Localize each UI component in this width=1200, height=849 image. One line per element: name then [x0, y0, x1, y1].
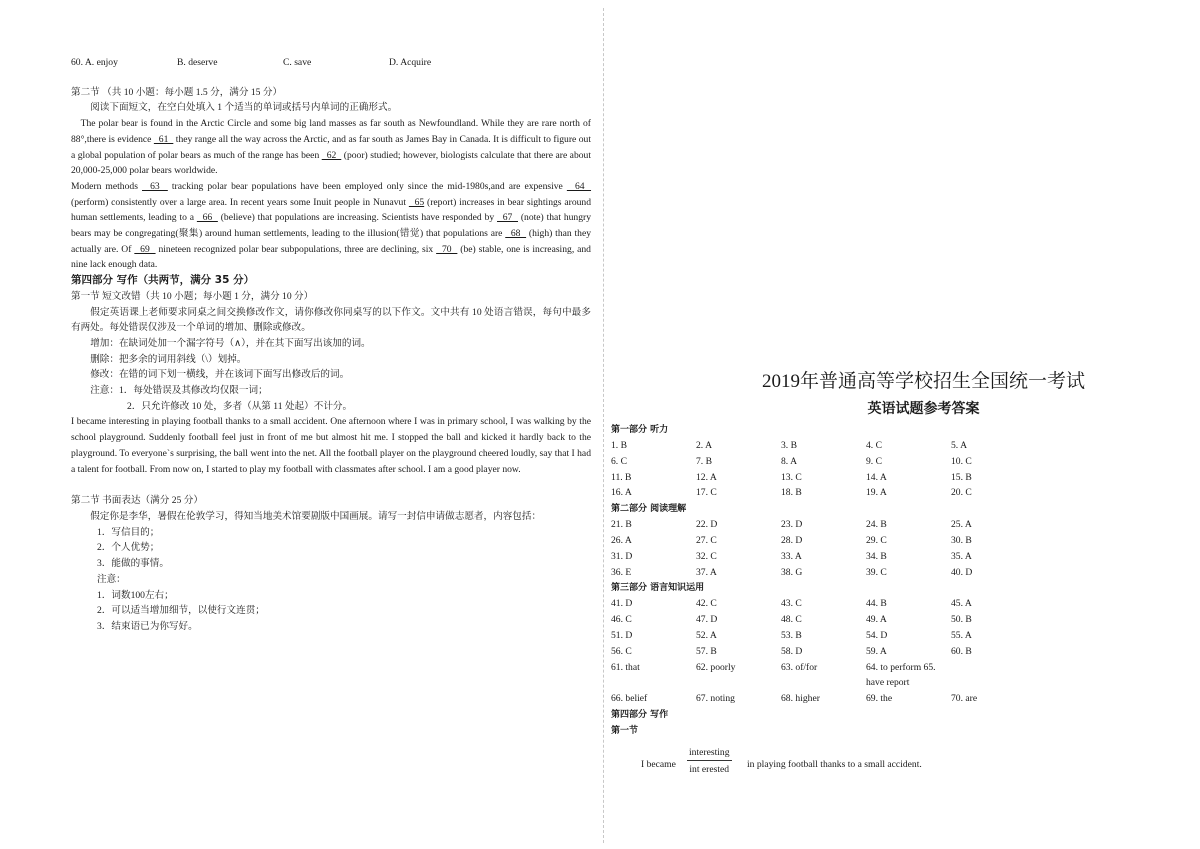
- answer-blank: 61: [153, 133, 174, 145]
- answer-cell: 44. B: [866, 598, 887, 610]
- option-c: C. save: [283, 57, 312, 68]
- answer-cell: 39. C: [866, 566, 887, 578]
- writing-item-2: 2．个人优势；: [97, 542, 160, 554]
- answer-cell: 54. D: [866, 629, 888, 641]
- exam-title: 2019年普通高等学校招生全国统一考试: [761, 371, 1085, 392]
- answer-cell: 26. A: [611, 534, 632, 546]
- answer-cell: 23. D: [781, 519, 803, 531]
- answer-cell: 62. poorly: [696, 661, 736, 673]
- answer-row: [611, 438, 1196, 454]
- answer-row: [611, 549, 1196, 565]
- answer-cell: 25. A: [951, 519, 972, 531]
- answer-cell: 13. C: [781, 471, 802, 483]
- correction-fraction: [687, 745, 732, 778]
- correction-essay: I became interesting in playing football thanks to a small accident. One afternoon where I was in primary school, I was walking by the school playground. Suddenly football feel just in front of me but almost hit me. I stopped the ball and kicked it hardly back to the playground. To everyone`s surprising, the ball went into the net. All the football player on the playground cheered loudly, say that I had a talent for football. From now on, I started to play my football with classmates after school. I am a good player now.: [71, 416, 591, 475]
- answer-key-title: 英语试题参考答案: [867, 401, 980, 417]
- answer-cell: 47. D: [696, 614, 718, 626]
- answer-cell: 35. A: [951, 550, 972, 562]
- writing-item-3: 3．能做的事情。: [97, 558, 169, 570]
- answer-cell: 42. C: [696, 598, 717, 610]
- answer-cell: 14. A: [866, 471, 887, 483]
- answer-cell: 46. C: [611, 614, 632, 626]
- answer-cell: 22. D: [696, 519, 718, 531]
- answer-cell: 43. C: [781, 598, 802, 610]
- answer-cell: 21. B: [611, 519, 632, 531]
- answer-cell: 51. D: [611, 629, 633, 641]
- answer-blank: 69: [134, 243, 156, 255]
- note-2: 2．只允许修改 10 处，多者（从第 11 处起）不计分。: [127, 400, 353, 412]
- part1-title: 第一部分 听力: [611, 425, 669, 435]
- answer-cell: 28. D: [781, 534, 803, 546]
- answer-row: [611, 454, 1196, 470]
- answer-blank: 64: [566, 180, 592, 192]
- answer-cell: 63. of/for: [781, 661, 818, 673]
- part3-answers: [611, 596, 1196, 707]
- answer-cell: 50. B: [951, 614, 972, 626]
- passage-text: Modern methods: [71, 180, 142, 192]
- writing-instruction: 假定你是李华，暑假在伦敦学习，得知当地美术馆要剧版中国画展。请写一封信申请做志愿者，内容包括：: [90, 510, 542, 522]
- answer-cell: 17. C: [696, 487, 717, 499]
- correction-wrong-word: interesting: [687, 745, 732, 761]
- answer-row: [611, 628, 1196, 644]
- answer-cell: 48. C: [781, 614, 802, 626]
- answer-cell: 57. B: [696, 645, 717, 657]
- answer-blank: 63: [142, 180, 168, 192]
- answer-blank: 66: [196, 212, 218, 224]
- answer-cell: 38. G: [781, 566, 803, 578]
- answer-cell: 56. C: [611, 645, 632, 657]
- correction-section-title: 第一节 短文改错（共 10 小题；每小题 1 分，满分 10 分）: [71, 290, 314, 302]
- answer-row: [611, 644, 1196, 660]
- part2-title: 第二部分 阅读理解: [611, 504, 687, 515]
- correction-example: [611, 745, 1196, 785]
- answer-cell: 31. D: [611, 550, 633, 562]
- part4-answer-title: 第四部分 写作: [611, 709, 669, 720]
- answer-cell: [951, 660, 1036, 692]
- part1-answers: [611, 438, 1196, 501]
- answer-cell: 41. D: [611, 598, 633, 610]
- answer-cell: 2. A: [696, 440, 712, 451]
- answer-cell: 29. C: [866, 534, 887, 546]
- answer-cell: 64. to perform 65. have report: [866, 661, 936, 689]
- note-1: 注意：1．每处错误及其修改均仅限一词；: [90, 385, 268, 397]
- answer-cell: 9. C: [866, 455, 882, 467]
- answer-row: [611, 517, 1196, 533]
- question-60: [71, 55, 591, 71]
- answer-cell: 6. C: [611, 455, 627, 467]
- answer-cell: 40. D: [951, 566, 973, 578]
- answer-cell: 55. A: [951, 629, 972, 641]
- answer-cell: 69. the: [866, 693, 893, 705]
- answer-cell: 70. are: [951, 693, 978, 705]
- answer-row: [611, 612, 1196, 628]
- answer-blank: 70: [436, 243, 458, 255]
- answer-cell: 10. C: [951, 455, 972, 467]
- rule-modify: 修改：在错的词下划一横线，并在该词下面写出修改后的词。: [90, 369, 350, 381]
- correction-instruction: 假定英语课上老师要求同桌之间交换修改作文，请你修改你同桌写的以下作文。文中共有 10 处语言错误，每句中最多有两处。每处错误仅涉及一个单词的增加、删除或修改。: [71, 306, 591, 334]
- answer-blank: 68: [505, 228, 527, 240]
- option-a: 60. A. enjoy: [71, 57, 118, 68]
- answer-row: [611, 470, 1196, 486]
- answer-cell: 59. A: [866, 645, 887, 657]
- answer-cell: 12. A: [696, 471, 717, 483]
- section2-instruction: 阅读下面短文，在空白处填入 1 个适当的单词或括号内单词的正确形式。: [90, 102, 398, 114]
- passage-text: (poor) studied; however, biologists calculate that there are about 20,000-25,000 polar bears worldwide.: [71, 149, 591, 177]
- correction-suffix: in playing football thanks to a small accident.: [747, 758, 922, 770]
- writing-note-1: 1．词数100左右；: [97, 589, 174, 601]
- passage-text: The polar bear is found in the Arctic Circle and some big land masses as far south as Newfoundland. While they are rare north of 88°,there is evidence: [71, 118, 591, 145]
- answer-cell: 52. A: [696, 629, 717, 641]
- passage-text: (note) that hungry bears may be congregating(聚集) around human settlements, leading to the illusion(错觉) that populations are: [71, 212, 592, 240]
- answer-cell: 7. B: [696, 455, 712, 467]
- passage-text: nineteen recognized polar bear subpopulations, three are declining, six: [155, 243, 437, 255]
- writing-note-2: 2．可以适当增加细节，以使行文连贯；: [97, 605, 265, 617]
- answer-cell: 24. B: [866, 519, 887, 531]
- passage-text: (high) than they actually are. Of: [71, 228, 592, 255]
- answer-cell: 16. A: [611, 487, 632, 499]
- rule-add: 增加：在缺词处加一个漏字符号（∧），并在其下面写出该加的词。: [90, 337, 371, 349]
- answer-cell: 1. B: [611, 440, 627, 451]
- answer-blank: 65: [408, 196, 425, 208]
- passage-text: (believe) that populations are increasing. Scientists have responded by: [217, 212, 498, 224]
- left-column: [71, 55, 591, 635]
- answer-cell: 20. C: [951, 487, 972, 499]
- rule-delete: 删除：把多余的词用斜线（\）划掉。: [90, 353, 247, 365]
- answer-cell: 8. A: [781, 455, 797, 467]
- answer-cell: 33. A: [781, 550, 802, 562]
- writing-item-1: 1．写信目的；: [97, 526, 160, 538]
- answer-blank: 62: [321, 149, 342, 161]
- answer-cell: 67. noting: [696, 693, 735, 705]
- option-d: D. Acquire: [389, 57, 432, 68]
- part2-answers: [611, 517, 1196, 580]
- answer-blank: 67: [497, 212, 518, 224]
- answer-cell: 49. A: [866, 614, 887, 626]
- part3-title: 第三部分 语言知识运用: [611, 583, 705, 594]
- answer-cell: 32. C: [696, 550, 717, 562]
- option-b: B. deserve: [177, 57, 218, 68]
- answer-cell: 18. B: [781, 487, 802, 499]
- answer-row: [611, 660, 1196, 692]
- answer-cell: 58. D: [781, 645, 803, 657]
- answer-row: [611, 533, 1196, 549]
- answer-row: [611, 691, 1196, 707]
- passage-text: they range all the way across the Arctic, and as far south as James Bay in Canada. It is difficult to figure out a global population of polar bears as much of the range has been: [71, 133, 592, 161]
- answer-cell: 15. B: [951, 471, 972, 483]
- answer-cell: 5. A: [951, 440, 967, 451]
- answer-cell: 30. B: [951, 534, 972, 546]
- answer-cell: 36. E: [611, 566, 632, 578]
- answer-row: [611, 596, 1196, 612]
- correction-right-word: int erested: [689, 763, 730, 775]
- answer-cell: 68. higher: [781, 693, 820, 705]
- answer-cell: 45. A: [951, 598, 972, 610]
- passage-text: (report) increases in bear sightings around human settlements, leading to a: [71, 196, 592, 224]
- section1-label: 第一节: [611, 725, 639, 736]
- passage-text: (be) stable, one is increasing, and nine lack enough data.: [71, 243, 591, 271]
- section2-title: 第二节 （共 10 小题：每小题 1.5 分，满分 15 分）: [71, 86, 283, 98]
- answer-cell: 19. A: [866, 487, 887, 499]
- writing-section-title: 第二节 书面表达（满分 25 分）: [71, 495, 203, 507]
- answer-row: [611, 485, 1196, 501]
- answer-cell: 3. B: [781, 440, 797, 451]
- right-column: [611, 368, 1196, 785]
- answer-cell: 4. C: [866, 440, 882, 451]
- answer-cell: 27. C: [696, 534, 717, 546]
- correction-prefix: I became: [641, 758, 676, 770]
- fold-line: [603, 8, 604, 843]
- answer-cell: 61. that: [611, 661, 640, 673]
- answer-cell: 60. B: [951, 645, 972, 657]
- answer-cell: 37. A: [696, 566, 717, 578]
- answer-cell: 66. belief: [611, 693, 648, 705]
- writing-notice-label: 注意：: [97, 573, 126, 585]
- answer-cell: 34. B: [866, 550, 887, 562]
- answer-cell: 11. B: [611, 471, 632, 483]
- passage-paragraph-2: [71, 179, 591, 273]
- answer-row: [611, 565, 1196, 581]
- passage-text: tracking polar bear populations have been employed only since the mid-1980s,and are expensive: [167, 180, 567, 192]
- part4-title: 第四部分 写作（共两节，满分 35 分）: [71, 274, 255, 287]
- passage-text: (perform) consistently over a large area. In recent years some Inuit people in Nunavut: [71, 196, 409, 208]
- answer-cell: 53. B: [781, 629, 802, 641]
- writing-note-3: 3．结束语已为你写好。: [97, 620, 198, 632]
- passage-paragraph-1: [71, 116, 591, 179]
